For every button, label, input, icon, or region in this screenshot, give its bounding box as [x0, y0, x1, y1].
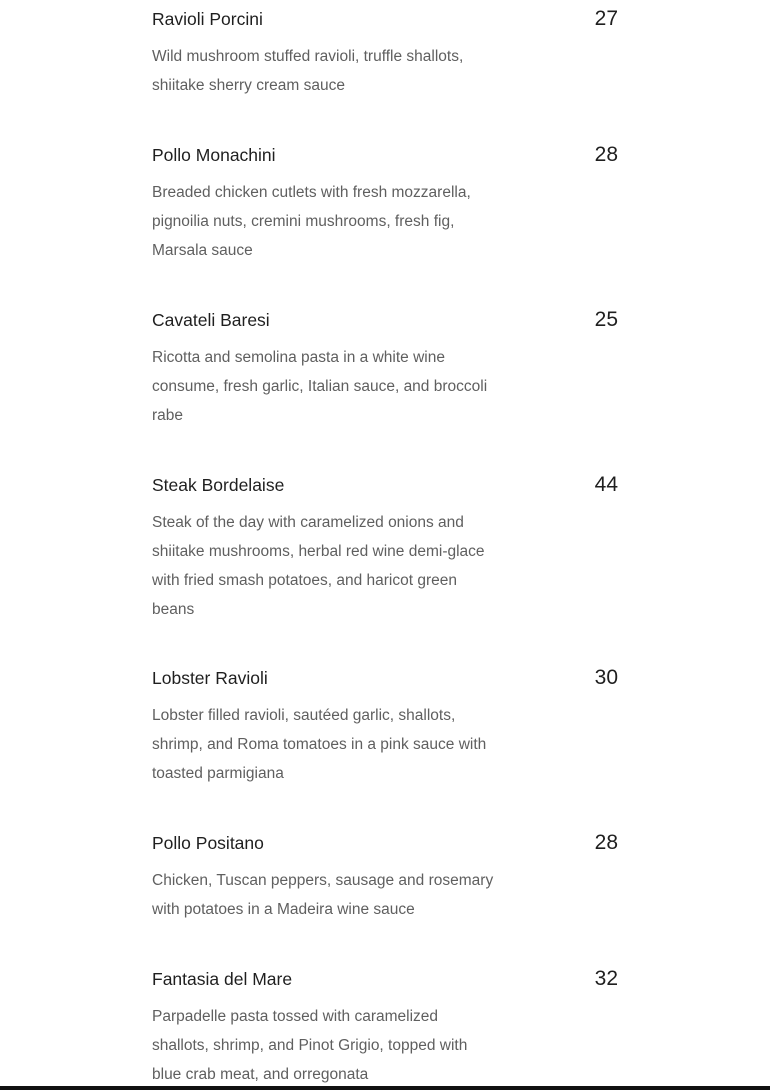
- menu-item-description: Steak of the day with caramelized onions and shiitake mushrooms, herbal red wine demi-glace with fried smash potatoes, and haricot green beans: [152, 514, 485, 618]
- menu-item-name: Pollo Positano: [152, 833, 264, 853]
- menu-item-name: Ravioli Porcini: [152, 9, 263, 29]
- menu-item-price: 28: [594, 143, 618, 166]
- menu-item-price: 27: [594, 7, 618, 30]
- bottom-divider: [0, 1086, 770, 1090]
- menu-item-name: Steak Bordelaise: [152, 475, 285, 495]
- menu-item-price: 25: [594, 308, 618, 331]
- menu-item-price: 28: [594, 831, 618, 854]
- menu-item-description: Wild mushroom stuffed ravioli, truffle shallots, shiitake sherry cream sauce: [152, 48, 464, 94]
- menu-item-price: 30: [594, 666, 618, 689]
- menu-item-description: Chicken, Tuscan peppers, sausage and rosemary with potatoes in a Madeira wine sauce: [152, 872, 494, 918]
- menu-item-description: Ricotta and semolina pasta in a white wine consume, fresh garlic, Italian sauce, and broccoli rabe: [152, 349, 488, 424]
- menu-item-name: Pollo Monachini: [152, 145, 276, 165]
- menu-item-name: Lobster Ravioli: [152, 668, 268, 688]
- menu-item-name: Cavateli Baresi: [152, 310, 270, 330]
- menu-item-name: Fantasia del Mare: [152, 969, 293, 989]
- menu-item-price: 32: [594, 967, 618, 990]
- menu-item-description: Breaded chicken cutlets with fresh mozzarella, pignoilia nuts, cremini mushrooms, fresh fig, Marsala sauce: [152, 184, 471, 259]
- menu-item-price: 44: [594, 473, 618, 496]
- menu-item-description: Parpadelle pasta tossed with caramelized shallots, shrimp, and Pinot Grigio, topped with blue crab meat, and orregonata: [152, 1008, 468, 1083]
- menu-item-description: Lobster filled ravioli, sautéed garlic, shallots, shrimp, and Roma tomatoes in a pink sauce with toasted parmigiana: [152, 707, 487, 782]
